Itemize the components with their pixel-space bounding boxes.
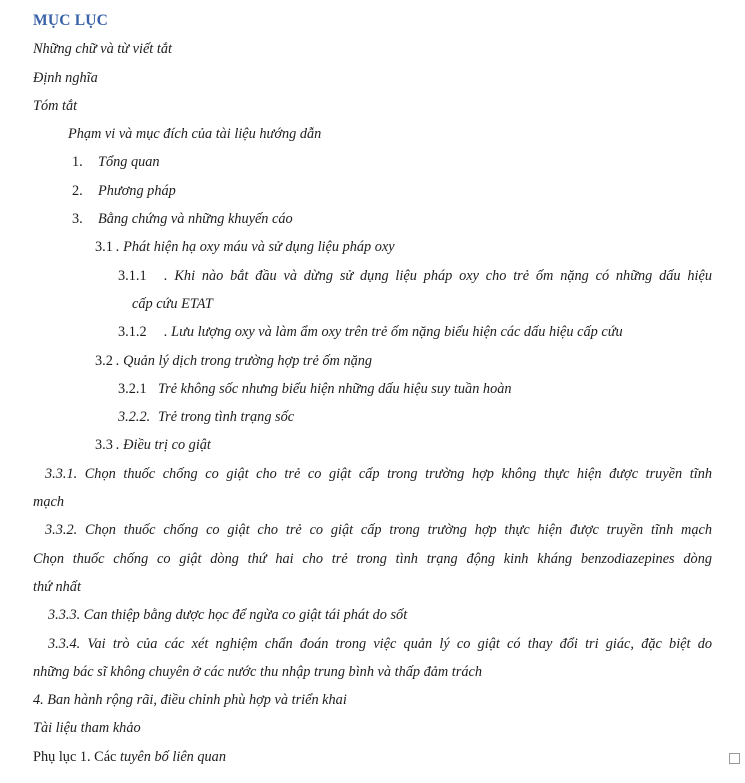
toc-entry-text: . Lưu lượng oxy và làm ẩm oxy trên trẻ ốm nặng biểu hiện các dấu hiệu cấp cứu	[164, 324, 623, 341]
toc-entry-3-1-1-continuation: cấp cứu ETAT	[132, 295, 213, 312]
toc-entry-scope: Phạm vi và mục đích của tài liệu hướng dẫn	[68, 126, 322, 143]
toc-entry-text: tuyên bố liên quan	[119, 748, 226, 765]
toc-entry-prefix: Phụ lục 1. Các	[33, 748, 120, 765]
toc-entry-3-3-3: 3.3.3. Can thiệp bằng dược học để ngừa co giật tái phát do sốt	[48, 607, 408, 624]
empty-placeholder-box	[729, 753, 740, 764]
toc-entry-text: . Phát hiện hạ oxy máu và sử dụng liệu pháp oxy	[116, 239, 395, 256]
toc-entry-3-3-2-continuation-2: thứ nhất	[33, 578, 81, 595]
toc-entry-2	[72, 177, 712, 205]
toc-entry-text: . Điều trị co giật	[116, 437, 211, 454]
toc-entry-4: 4. Ban hành rộng rãi, điều chỉnh phù hợp và triển khai	[33, 692, 347, 709]
toc-entry-3-3-1-continuation: mạch	[33, 494, 64, 511]
toc-entry-number: 2.	[72, 182, 83, 199]
toc-entry-number: 3.	[72, 211, 83, 228]
toc-entry-3-1	[95, 233, 712, 261]
toc-entry-text: Tổng quan	[98, 154, 160, 171]
toc-entry-appendix-1	[33, 743, 712, 771]
toc-entry-text: Bằng chứng và những khuyến cáo	[98, 211, 293, 228]
toc-entry-number: 3.2.1	[118, 380, 147, 397]
toc-entry-3-2-1	[118, 375, 712, 403]
toc-entry-text: Trẻ trong tình trạng sốc	[158, 409, 295, 426]
toc-entry-text: . Khi nào bắt đầu và dừng sử dụng liệu pháp oxy cho trẻ ốm nặng có những dấu hiệu	[164, 267, 712, 284]
toc-entry-3-3-4: 3.3.4. Vai trò của các xét nghiệm chẩn đoán trong việc quản lý co giật có thay đổi tri giác, đặc biệt do	[48, 635, 712, 652]
toc-entry-3-3	[95, 431, 712, 459]
toc-entry-number: 3.2.2.	[118, 409, 151, 426]
toc-entry-1	[72, 148, 712, 176]
toc-entry-text: Phương pháp	[98, 182, 176, 199]
toc-entry-3-3-1: 3.3.1. Chọn thuốc chống co giật cho trẻ co giật cấp trong trường hợp không thực hiện được truyền tĩnh	[45, 465, 712, 482]
toc-entry-3-2	[95, 347, 712, 375]
toc-entry-text: Trẻ không sốc nhưng biểu hiện những dấu hiệu suy tuần hoàn	[158, 380, 512, 397]
toc-entry-3-3-2: 3.3.2. Chọn thuốc chống co giật cho trẻ co giật cấp trong trường hợp thực hiện được truyền tĩnh mạch	[45, 522, 712, 539]
toc-entry-definitions: Định nghĩa	[33, 69, 98, 86]
toc-entry-3-1-1	[118, 262, 712, 290]
toc-entry-text: . Quản lý dịch trong trường hợp trẻ ốm nặng	[116, 352, 373, 369]
toc-entry-3-1-2	[118, 318, 712, 346]
toc-entry-number: 3.1	[95, 239, 113, 256]
toc-entry-references: Tài liệu tham khảo	[33, 720, 141, 737]
toc-entry-abbreviations: Những chữ và từ viết tắt	[33, 41, 172, 58]
page-title: MỤC LỤC	[33, 12, 109, 29]
toc-entry-summary: Tóm tắt	[33, 97, 78, 114]
toc-entry-number: 3.2	[95, 352, 113, 369]
toc-entry-number: 1.	[72, 154, 83, 171]
toc-entry-3	[72, 205, 712, 233]
toc-entry-number: 3.1.2	[118, 324, 147, 341]
toc-entry-number: 3.1.1	[118, 267, 147, 284]
toc-entry-3-2-2	[118, 403, 712, 431]
toc-entry-number: 3.3	[95, 437, 113, 454]
toc-entry-3-3-4-continuation: những bác sĩ không chuyên ở các nước thu nhập trung bình và thấp đảm trách	[33, 663, 482, 680]
toc-entry-3-3-2-continuation-1: Chọn thuốc chống co giật dòng thứ hai cho trẻ trong tình trạng động kinh kháng benzodiazepines dòng	[33, 550, 712, 567]
